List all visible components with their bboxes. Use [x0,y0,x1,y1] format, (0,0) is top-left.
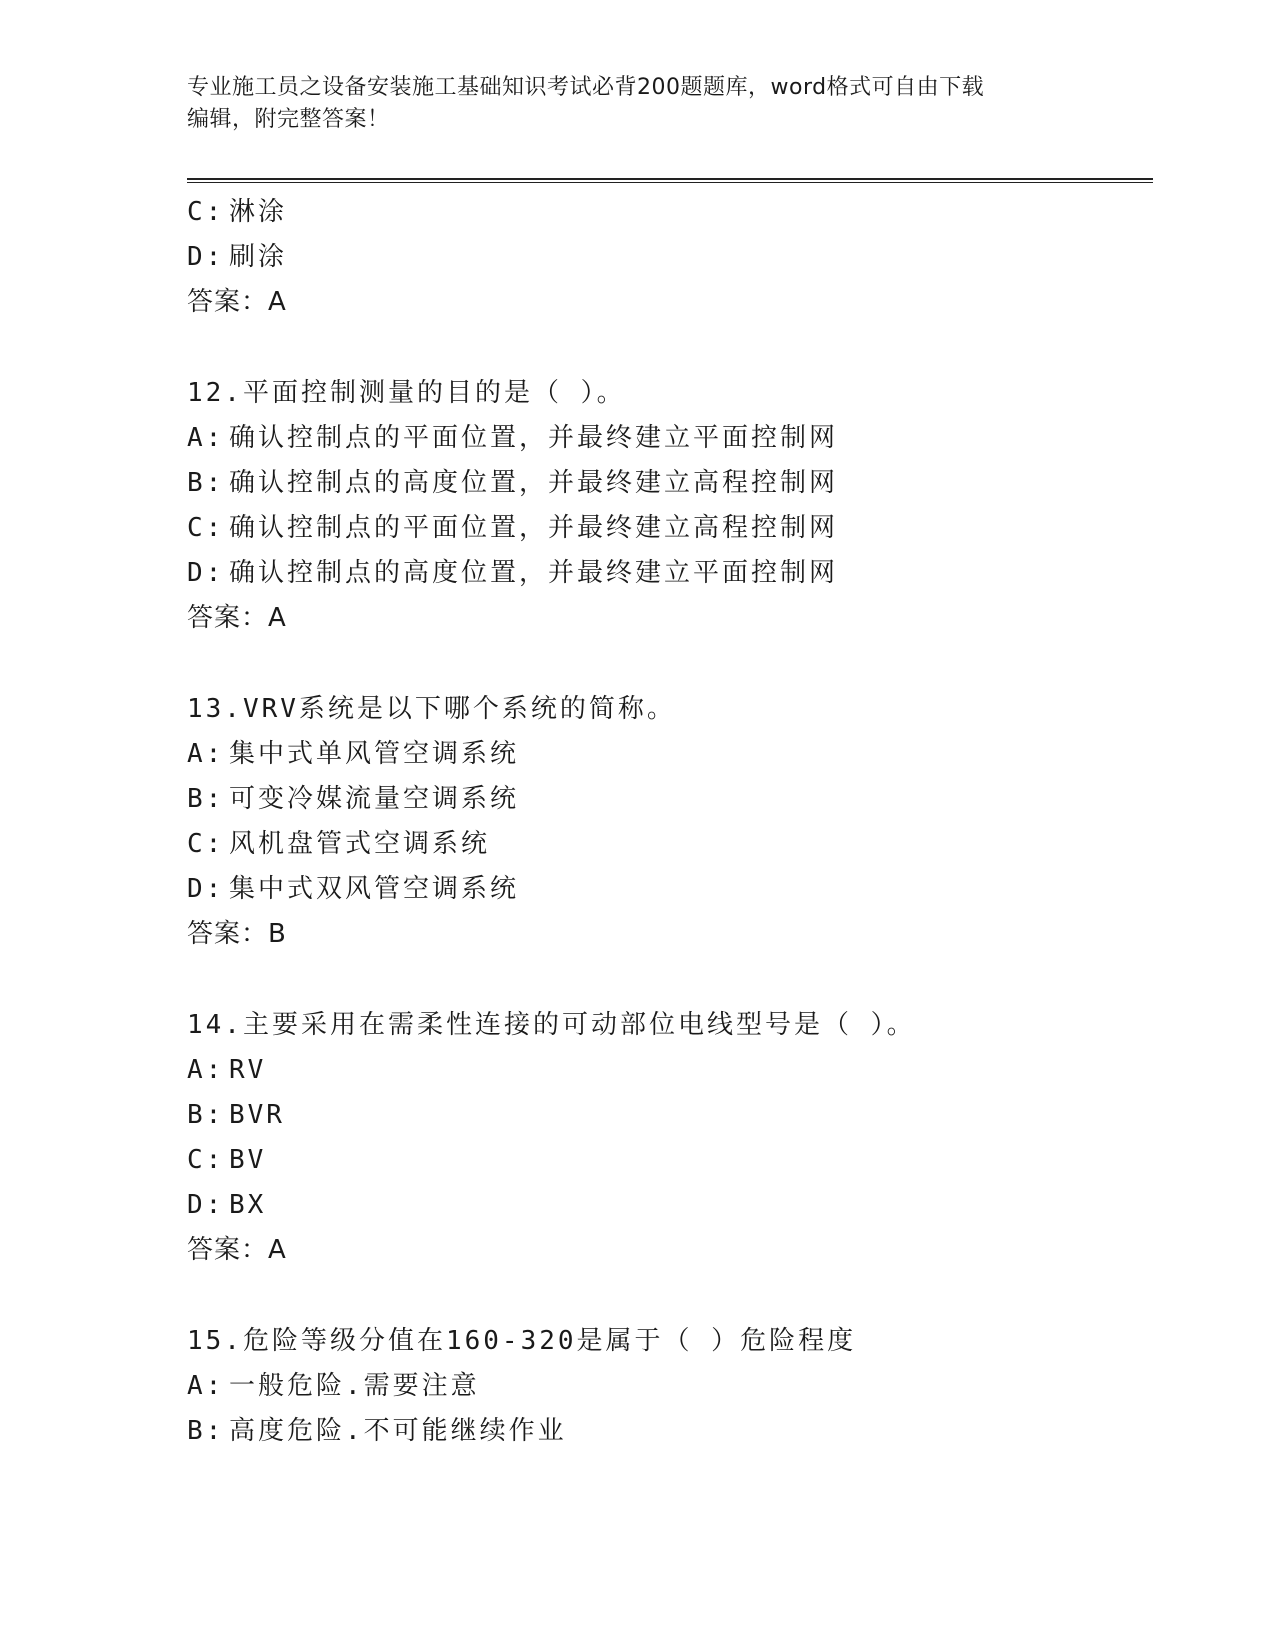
option-line [187,506,1153,551]
option-text: 风机盘管式空调系统 [229,829,491,859]
option-key: C: [187,513,225,543]
document-header [187,72,1067,136]
question-stem: 14.主要采用在需柔性连接的可动部位电线型号是（ ）。 [187,1010,916,1040]
option-text: BX [229,1190,267,1220]
option-line [187,1138,1153,1183]
option-text: 刷涂 [229,242,288,272]
question-stem: 12.平面控制测量的目的是（ ）。 [187,378,626,408]
option-text: 集中式单风管空调系统 [229,739,520,769]
option-line [187,732,1153,777]
answer-line: 答案：A [187,1235,287,1265]
option-key: B: [187,1416,225,1446]
option-line [187,551,1153,596]
option-line [187,822,1153,867]
option-key: D: [187,874,225,904]
option-key: D: [187,242,225,272]
option-key: B: [187,468,225,498]
question-stem: 15.危险等级分值在160-320是属于（ ）危险程度 [187,1326,857,1356]
option-key: A: [187,423,225,453]
option-key: C: [187,829,225,859]
question-stem: 13.VRV系统是以下哪个系统的简称。 [187,694,676,724]
option-text: 确认控制点的平面位置，并最终建立平面控制网 [229,423,839,453]
option-text: 确认控制点的高度位置，并最终建立平面控制网 [229,558,839,588]
option-line [187,1409,1153,1454]
option-line [187,867,1153,912]
spacer [187,325,1153,371]
option-text: 集中式双风管空调系统 [229,874,520,904]
option-line [187,416,1153,461]
answer-line: 答案：A [187,287,287,317]
option-key: A: [187,1371,225,1401]
option-line [187,777,1153,822]
option-text: 确认控制点的平面位置，并最终建立高程控制网 [229,513,839,543]
option-key: A: [187,739,225,769]
option-key: D: [187,558,225,588]
option-text: BV [229,1145,267,1175]
option-line [187,190,1153,235]
option-key: A: [187,1055,225,1085]
option-text: 高度危险.不可能继续作业 [229,1416,567,1446]
option-line [187,1364,1153,1409]
option-text: BVR [229,1100,285,1130]
header-title-line-1: 专业施工员之设备安装施工基础知识考试必背200题题库，word格式可自由下载 [187,75,985,100]
option-key: D: [187,1190,225,1220]
option-line [187,461,1153,506]
option-line [187,1183,1153,1228]
header-divider [187,178,1153,183]
header-title-line-2: 编辑，附完整答案！ [187,107,390,132]
option-key: C: [187,1145,225,1175]
option-text: 淋涂 [229,197,288,227]
option-line [187,235,1153,280]
option-line [187,1093,1153,1138]
answer-line: 答案：B [187,919,287,949]
option-text: 可变冷媒流量空调系统 [229,784,520,814]
option-text: RV [229,1055,267,1085]
option-key: B: [187,784,225,814]
option-text: 一般危险.需要注意 [229,1371,480,1401]
spacer [187,641,1153,687]
spacer [187,957,1153,1003]
option-line [187,1048,1153,1093]
spacer [187,1273,1153,1319]
option-key: C: [187,197,225,227]
answer-line: 答案：A [187,603,287,633]
option-text: 确认控制点的高度位置，并最终建立高程控制网 [229,468,839,498]
option-key: B: [187,1100,225,1130]
question-list [187,190,1153,1454]
